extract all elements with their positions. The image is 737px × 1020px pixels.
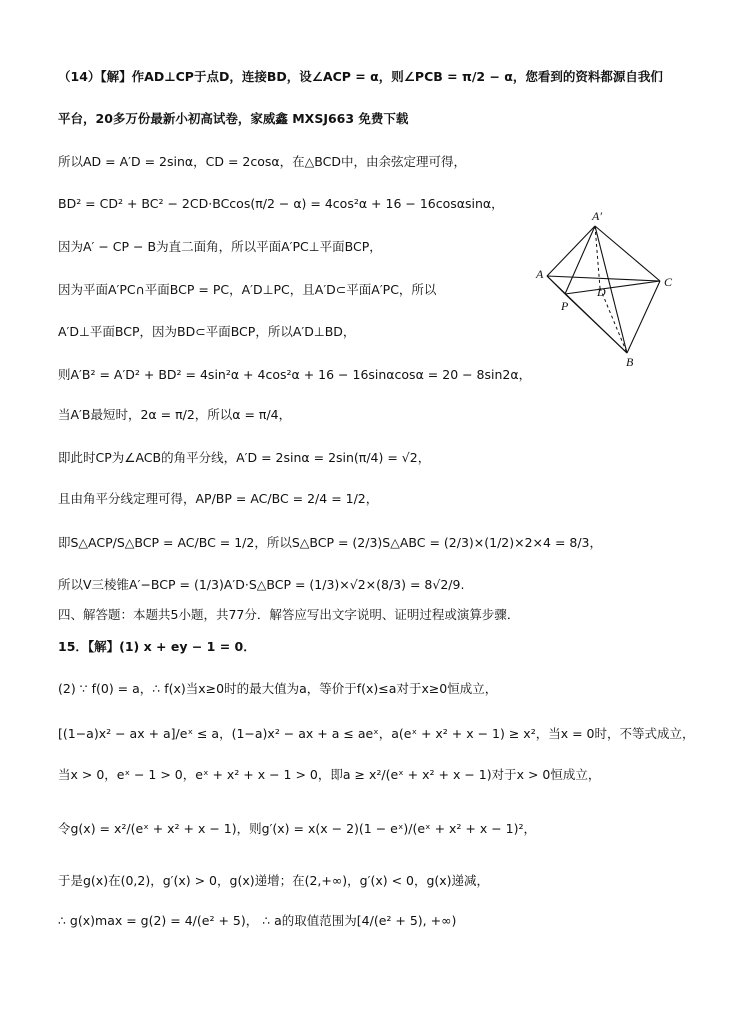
label-p: P (561, 299, 569, 313)
text-line-6: 因为平面A′PC∩平面BCP = PC，A′D⊥PC，且A′D⊂平面A′PC，所以 (58, 282, 437, 297)
text-line-17: [(1−a)x² − ax + a]/eˣ ≤ a，(1−a)x² − ax + a ≤ aeˣ，a(eˣ + x² + x − 1) ≥ x²，当x = 0时，不等式成立， (58, 726, 695, 741)
text-line-18: 当x > 0，eˣ − 1 > 0，eˣ + x² + x − 1 > 0，即a ≥ x²/(eˣ + x² + x − 1)对于x > 0恒成立， (58, 767, 601, 782)
text-line-15: 15．【解】(1) x + ey − 1 = 0． (58, 639, 256, 654)
label-c: C (664, 275, 673, 289)
edge-ap-a (547, 226, 595, 276)
text-line-19: 令g(x) = x²/(eˣ + x² + x − 1)，则g′(x) = x(x − 2)(1 − eˣ)/(eˣ + x² + x − 1)²， (58, 821, 537, 836)
segment-p-c (565, 281, 660, 294)
edge-a-c (547, 276, 660, 281)
text-line-13: 所以V三棱锥A′−BCP = (1/3)A′D·S△BCP = (1/3)×√2×(8/3) = 8√2/9. (58, 577, 465, 592)
edge-ap-c (595, 226, 660, 281)
text-line-14: 四、解答题：本题共5小题，共77分．解答应写出文字说明、证明过程或演算步骤． (58, 607, 520, 622)
pyramid-figure (530, 206, 700, 376)
text-line-20: 于是g(x)在(0,2)，g′(x) > 0，g(x)递增；在(2,+∞)，g′(x) < 0，g(x)递减， (58, 873, 490, 888)
label-b: B (626, 355, 634, 369)
text-line-3: 所以AD = A′D = 2sinα，CD = 2cosα，在△BCD中，由余弦定理可得， (58, 154, 466, 169)
text-line-9: 当A′B最短时，2α = π/2，所以α = π/4， (58, 407, 292, 422)
text-line-21: ∴ g(x)max = g(2) = 4/(e² + 5)， ∴ a的取值范围为[4/(e² + 5), +∞) (58, 913, 457, 928)
text-line-2: 平台，20多万份最新小初高试卷，家威鑫 MXSJ663 免费下载 (58, 111, 409, 126)
segment-p-b (565, 294, 627, 353)
text-line-11: 且由角平分线定理可得，AP/BP = AC/BC = 2/4 = 1/2， (58, 491, 379, 506)
text-line-4: BD² = CD² + BC² − 2CD·BCcos(π/2 − α) = 4cos²α + 16 − 16cosαsinα， (58, 196, 504, 211)
text-line-10: 即此时CP为∠ACB的角平分线，A′D = 2sinα = 2sin(π/4) = √2， (58, 450, 431, 465)
text-line-8: 则A′B² = A′D² + BD² = 4sin²α + 4cos²α + 16 − 16sinαcosα = 20 − 8sin2α， (58, 367, 532, 382)
label-d: D (597, 285, 606, 299)
edge-ap-p (565, 226, 595, 294)
edge-c-b (627, 281, 660, 353)
text-line-1: （14）【解】作AD⊥CP于点D，连接BD，设∠ACP = α，则∠PCB = π/2 − α，您看到的资料都源自我们 (58, 69, 663, 84)
label-a: A (536, 267, 544, 281)
text-line-7: A′D⊥平面BCP，因为BD⊂平面BCP，所以A′D⊥BD， (58, 324, 356, 339)
text-line-5: 因为A′ − CP − B为直二面角，所以平面A′PC⊥平面BCP， (58, 239, 382, 254)
segment-a-p (547, 276, 565, 294)
text-line-12: 即S△ACP/S△BCP = AC/BC = 1/2，所以S△BCP = (2/3)S△ABC = (2/3)×(1/2)×2×4 = 8/3， (58, 535, 603, 550)
text-line-16: (2) ∵ f(0) = a，∴ f(x)当x≥0时的最大值为a，等价于f(x)≤a对于x≥0恒成立， (58, 681, 498, 696)
label-a-prime: A′ (592, 209, 602, 223)
